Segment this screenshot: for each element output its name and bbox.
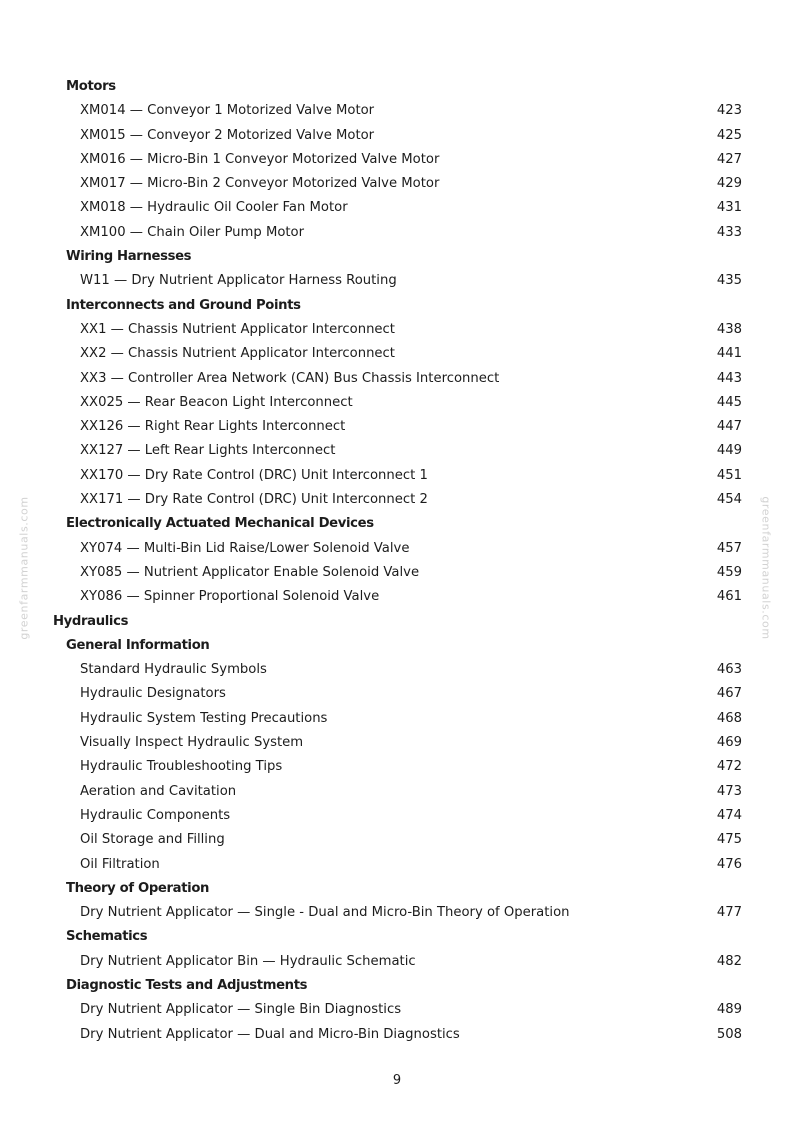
toc-entry[interactable]	[0, 901, 794, 925]
toc-entry-page: 435	[716, 273, 742, 289]
toc-heading-title: Schematics	[66, 929, 148, 945]
toc-entry-page: 468	[716, 710, 742, 726]
toc-entry-title: Hydraulic Designators	[80, 686, 226, 702]
toc-entry[interactable]	[0, 682, 794, 706]
toc-entry-page: 429	[716, 176, 742, 192]
toc-heading-title: Theory of Operation	[66, 880, 210, 896]
toc-entry[interactable]	[0, 269, 794, 293]
toc-entry-page: 474	[716, 807, 742, 823]
toc-section-heading	[0, 512, 794, 536]
toc-entry-title: Dry Nutrient Applicator — Single Bin Diagnostics	[80, 1002, 402, 1018]
toc-entry[interactable]	[0, 391, 794, 415]
toc-entry-page: 457	[716, 540, 742, 556]
toc-entry-title: Standard Hydraulic Symbols	[80, 662, 267, 678]
toc-entry-title: Visually Inspect Hydraulic System	[80, 735, 304, 751]
toc-entry-page: 461	[716, 589, 742, 605]
toc-entry[interactable]	[0, 780, 794, 804]
toc-entry-page: 423	[716, 103, 742, 119]
toc-entry-page: 475	[716, 832, 742, 848]
toc-entry[interactable]	[0, 367, 794, 391]
toc-entry-page: 472	[716, 759, 742, 775]
toc-entry[interactable]	[0, 585, 794, 609]
toc-entry-title: XM015 — Conveyor 2 Motorized Valve Motor	[80, 127, 375, 143]
toc-entry[interactable]	[0, 731, 794, 755]
toc-entry-title: XY074 — Multi-Bin Lid Raise/Lower Solenoid Valve	[80, 540, 410, 556]
toc-entry-page: 477	[716, 905, 742, 921]
toc-entry-title: W11 — Dry Nutrient Applicator Harness Routing	[80, 273, 397, 289]
toc-entry-title: XX3 — Controller Area Network (CAN) Bus Chassis Interconnect	[80, 370, 500, 386]
toc-entry-page: 476	[716, 856, 742, 872]
toc-entry-page: 438	[716, 321, 742, 337]
toc-entry-title: XX127 — Left Rear Lights Interconnect	[80, 443, 336, 459]
toc-entry-title: XM018 — Hydraulic Oil Cooler Fan Motor	[80, 200, 348, 216]
toc-entry-title: XY086 — Spinner Proportional Solenoid Valve	[80, 589, 380, 605]
toc-entry-page: 482	[716, 953, 742, 969]
toc-entry-page: 431	[716, 200, 742, 216]
toc-entry-page: 489	[716, 1002, 742, 1018]
toc-entry-title: XM100 — Chain Oiler Pump Motor	[80, 224, 305, 240]
watermark-right: greenfarmmanuals.com	[759, 496, 773, 640]
toc-entry-title: XX1 — Chassis Nutrient Applicator Interconnect	[80, 321, 395, 337]
toc-entry[interactable]	[0, 464, 794, 488]
toc-section-heading	[0, 634, 794, 658]
toc-entry-title: XX025 — Rear Beacon Light Interconnect	[80, 394, 353, 410]
toc-heading-title: Wiring Harnesses	[66, 249, 192, 265]
watermark-left: greenfarmmanuals.com	[17, 496, 31, 640]
toc-entry[interactable]	[0, 124, 794, 148]
toc-entry[interactable]	[0, 950, 794, 974]
toc-entry[interactable]	[0, 415, 794, 439]
toc-entry[interactable]	[0, 439, 794, 463]
toc-section-heading	[0, 974, 794, 998]
toc-entry[interactable]	[0, 221, 794, 245]
toc-entry-page: 473	[716, 783, 742, 799]
toc-entry-title: XM016 — Micro-Bin 1 Conveyor Motorized Valve Motor	[80, 151, 440, 167]
toc-entry[interactable]	[0, 99, 794, 123]
toc-entry[interactable]	[0, 537, 794, 561]
toc-section-heading	[0, 75, 794, 99]
toc-entry-page: 451	[716, 467, 742, 483]
toc-entry[interactable]	[0, 853, 794, 877]
toc-entry-title: Oil Storage and Filling	[80, 832, 225, 848]
toc-entry-title: XM014 — Conveyor 1 Motorized Valve Motor	[80, 103, 375, 119]
toc-section-heading	[0, 925, 794, 949]
toc-heading-title: Interconnects and Ground Points	[66, 297, 301, 313]
toc-heading-title: Diagnostic Tests and Adjustments	[66, 977, 308, 993]
toc-heading-title: Motors	[66, 79, 116, 94]
toc-entry-page: 445	[716, 394, 742, 410]
toc-section-heading	[0, 877, 794, 901]
toc-entry-title: XM017 — Micro-Bin 2 Conveyor Motorized Valve Motor	[80, 176, 440, 192]
toc-entry-title: XX171 — Dry Rate Control (DRC) Unit Interconnect 2	[80, 492, 428, 508]
toc-entry-page: 454	[716, 492, 742, 508]
toc-entry-title: Dry Nutrient Applicator — Dual and Micro-Bin Diagnostics	[80, 1026, 460, 1042]
toc-entry[interactable]	[0, 561, 794, 585]
toc-entry-title: Dry Nutrient Applicator Bin — Hydraulic Schematic	[80, 953, 416, 969]
toc-heading-title: General Information	[66, 637, 210, 653]
toc-section-heading	[0, 294, 794, 318]
toc-entry-title: XX126 — Right Rear Lights Interconnect	[80, 419, 346, 435]
toc-entry[interactable]	[0, 828, 794, 852]
toc-entry[interactable]	[0, 488, 794, 512]
toc-section-heading	[0, 610, 794, 634]
toc-entry-title: XX2 — Chassis Nutrient Applicator Interconnect	[80, 346, 395, 362]
toc-entry[interactable]	[0, 1023, 794, 1047]
toc-heading-title: Hydraulics	[53, 613, 129, 629]
toc-entry-title: XY085 — Nutrient Applicator Enable Solenoid Valve	[80, 564, 420, 580]
toc-entry-page: 449	[716, 443, 742, 459]
toc-entry[interactable]	[0, 318, 794, 342]
toc-entry[interactable]	[0, 658, 794, 682]
toc-entry[interactable]	[0, 755, 794, 779]
toc-entry-page: 425	[716, 127, 742, 143]
toc-entry[interactable]	[0, 342, 794, 366]
toc-entry-page: 433	[716, 224, 742, 240]
toc-entry-page: 463	[716, 662, 742, 678]
toc-entry-title: Hydraulic System Testing Precautions	[80, 710, 328, 726]
toc-entry-title: Dry Nutrient Applicator — Single - Dual and Micro-Bin Theory of Operation	[80, 905, 570, 921]
toc-entry[interactable]	[0, 804, 794, 828]
toc-entry-title: Hydraulic Troubleshooting Tips	[80, 759, 283, 775]
toc-entry-page: 447	[716, 419, 742, 435]
table-of-contents	[0, 75, 794, 1047]
toc-heading-title: Electronically Actuated Mechanical Devices	[66, 516, 374, 532]
toc-entry[interactable]	[0, 707, 794, 731]
toc-section-heading	[0, 245, 794, 269]
page-number: 9	[392, 1073, 402, 1088]
toc-entry-page: 469	[716, 735, 742, 751]
toc-entry-page: 467	[716, 686, 742, 702]
toc-entry[interactable]	[0, 998, 794, 1022]
toc-entry-title: Oil Filtration	[80, 856, 160, 872]
toc-entry[interactable]	[0, 196, 794, 220]
toc-entry-title: Hydraulic Components	[80, 807, 231, 823]
toc-entry[interactable]	[0, 172, 794, 196]
toc-entry[interactable]	[0, 148, 794, 172]
toc-entry-title: Aeration and Cavitation	[80, 783, 237, 799]
toc-entry-page: 508	[716, 1026, 742, 1042]
toc-entry-title: XX170 — Dry Rate Control (DRC) Unit Interconnect 1	[80, 467, 428, 483]
toc-entry-page: 427	[716, 151, 742, 167]
toc-entry-page: 443	[716, 370, 742, 386]
toc-entry-page: 441	[716, 346, 742, 362]
toc-entry-page: 459	[716, 564, 742, 580]
